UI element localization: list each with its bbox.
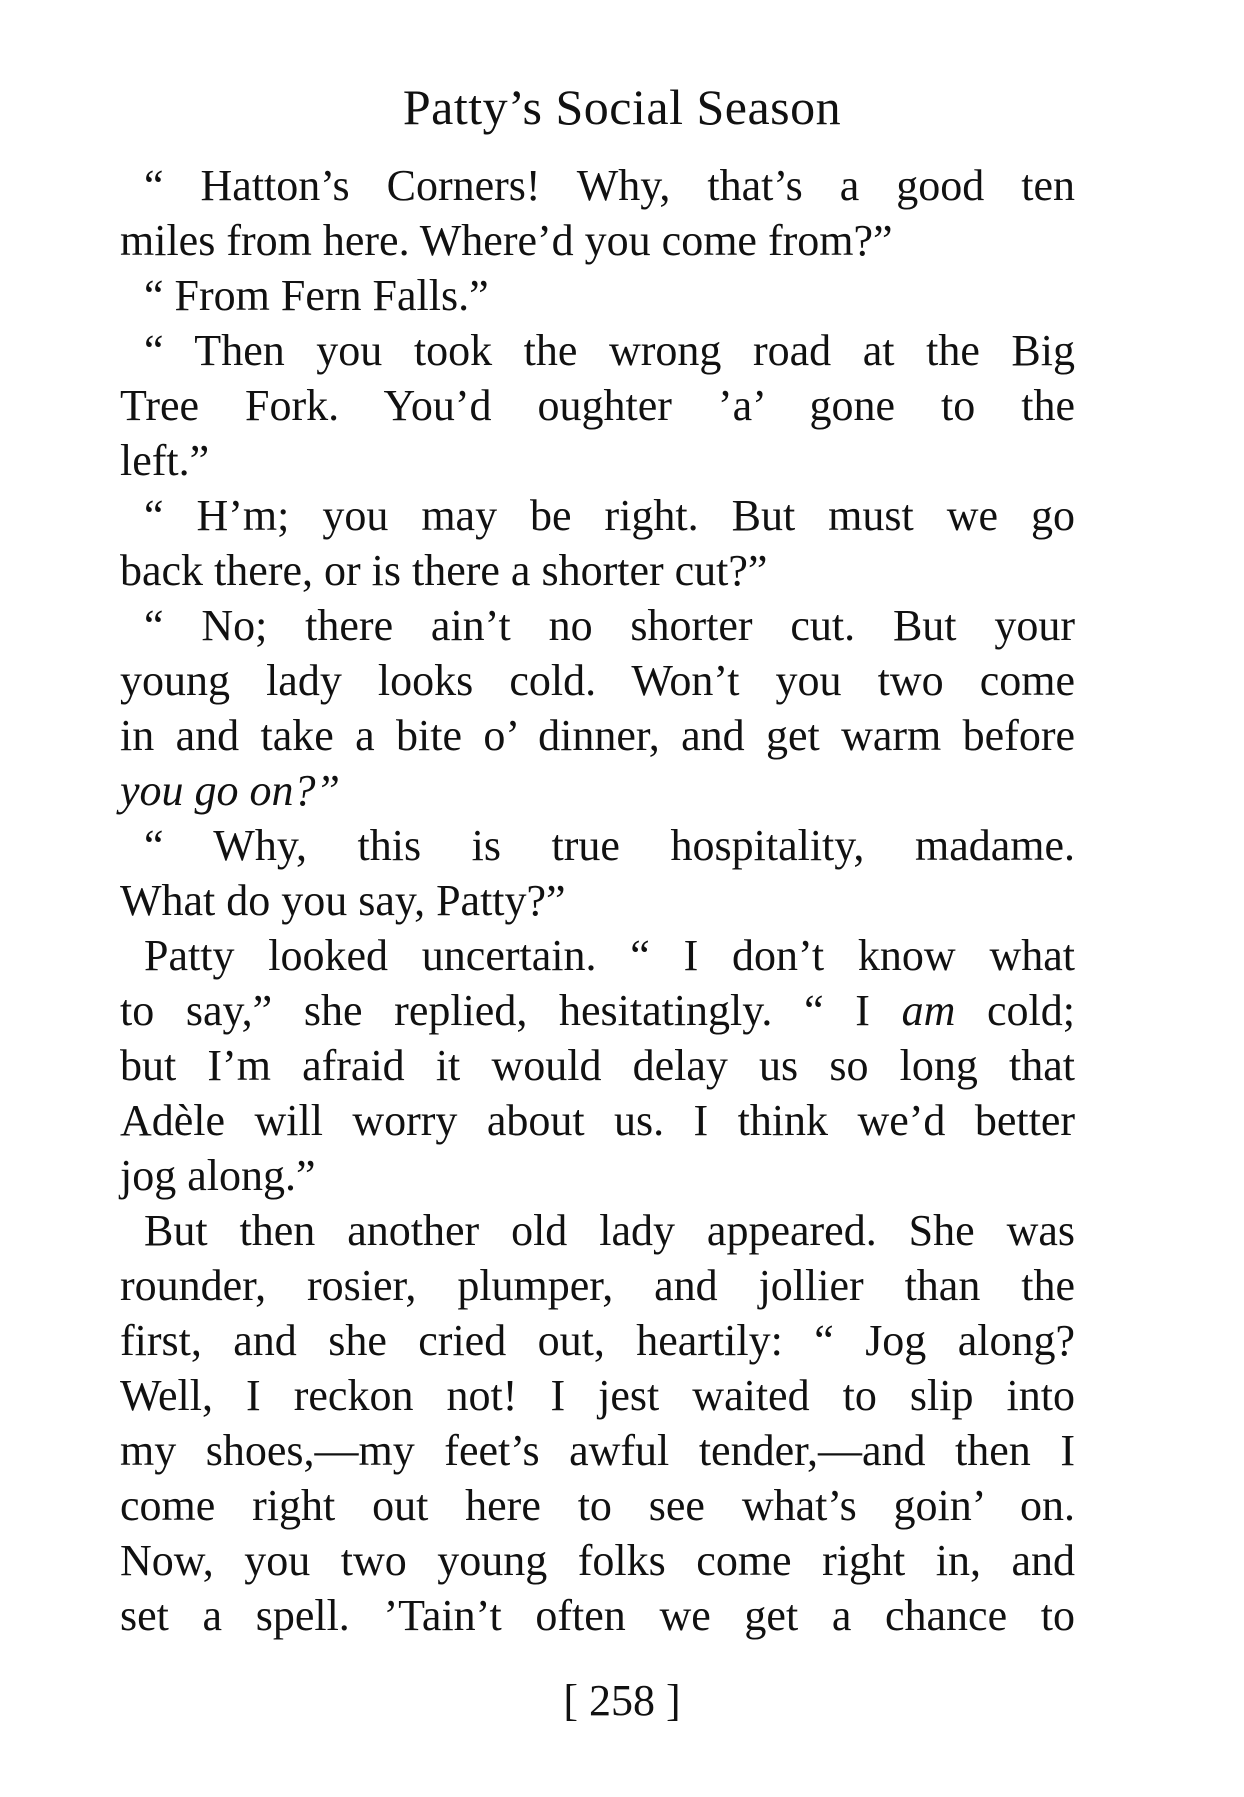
running-head: Patty’s Social Season [402,79,842,135]
text-line: my shoes,—my feet’s awful tender,—and then I [120,1426,1075,1475]
text-line: “ Hatton’s Corners! Why, that’s a good ten [144,161,1075,210]
page-text [120,158,1075,1643]
text-line: “ From Fern Falls.” [144,271,489,320]
text-line: “ Why, this is true hospitality, madame. [144,821,1075,870]
text-line: jog along.” [120,1151,316,1200]
emphasis-text: am [901,986,956,1035]
text-line: first, and she cried out, heartily: “ Jog along? [120,1316,1075,1365]
page-number: [ 258 ] [563,1676,681,1725]
text-line: But then another old lady appeared. She was [144,1206,1075,1255]
italic-text: you go on?” [120,766,340,815]
text-line: What do you say, Patty?” [120,876,566,925]
text-line: back there, or is there a shorter cut?” [120,546,768,595]
text-line: to say,” she replied, hesitatingly. “ I am cold; [120,986,1075,1035]
text-line: come right out here to see what’s goin’ on. [120,1481,1075,1530]
text-line: “ Then you took the wrong road at the Big [144,326,1075,375]
text-line: “ No; there ain’t no shorter cut. But your [144,601,1075,650]
text-line: Now, you two young folks come right in, and [120,1536,1075,1585]
text-line: miles from here. Where’d you come from?” [120,216,893,265]
text-line: Tree Fork. You’d oughter ’a’ gone to the [120,381,1075,430]
text-line: Well, I reckon not! I jest waited to slip into [120,1371,1075,1420]
text-line [120,763,1075,818]
text-line: young lady looks cold. Won’t you two come [120,656,1075,705]
text-line: but I’m afraid it would delay us so long that [120,1041,1075,1090]
text-line: “ H’m; you may be right. But must we go [144,491,1075,540]
text-line: in and take a bite o’ dinner, and get warm before [120,711,1075,760]
text-line: Adèle will worry about us. I think we’d better [120,1096,1075,1145]
body-text [120,158,1075,1643]
text-line: left.” [120,436,210,485]
text-line: Patty looked uncertain. “ I don’t know what [144,931,1075,980]
text-line: set a spell. ’Tain’t often we get a chance to [120,1591,1075,1640]
text-line: rounder, rosier, plumper, and jollier than the [120,1261,1075,1310]
